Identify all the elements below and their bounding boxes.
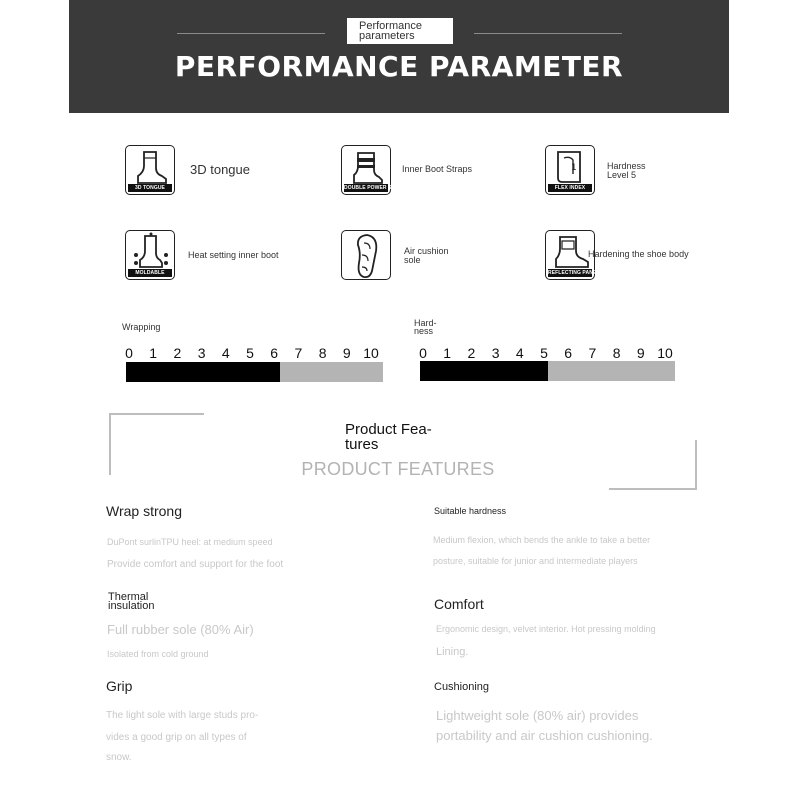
frame-corner-bottom-right-v [695, 440, 697, 490]
scale-tick: 9 [342, 345, 351, 361]
icon-caption: FLEX INDEX [548, 184, 592, 192]
feature-heading-grip: Grip [106, 678, 133, 694]
boot-icon [125, 145, 175, 195]
features-subtitle: PRODUCT FEATURES [301, 459, 495, 479]
icon-label-hardness-line2: Level 5 [607, 170, 637, 180]
features-title-line1: Product Fea- [345, 421, 432, 438]
scale-title-wrapping: Wrapping [122, 322, 161, 332]
frame-corner-top-left-v [109, 413, 111, 475]
scale-tick: 1 [443, 345, 452, 361]
feature-heading-cushioning: Cushioning [434, 681, 490, 693]
scale-tick: 6 [270, 345, 279, 361]
flex-index-icon [545, 145, 595, 195]
feature-heading-thermal [108, 593, 154, 611]
scale-tick: 2 [173, 345, 182, 361]
feature-text-wrap-2: Provide comfort and support for the foot [107, 559, 284, 570]
feature-heading-hardness: Suitable hardness [434, 506, 507, 516]
scale-tick: 0 [125, 345, 133, 361]
header-tag [347, 18, 453, 44]
scale-bar-hardness [420, 361, 675, 381]
icon-caption: MOLDABLE [128, 269, 172, 277]
scale-tick: 4 [515, 345, 524, 361]
feature-text-cushioning-1: Lightweight sole (80% air) provides [436, 708, 639, 723]
scale-tick: 10 [363, 345, 379, 361]
scale-tick: 7 [294, 345, 303, 361]
scale-tick: 6 [564, 345, 573, 361]
feature-text-thermal-2: Isolated from cold ground [107, 649, 209, 659]
scale-tick: 5 [540, 345, 548, 361]
header-tag-line1: Performance [359, 20, 422, 32]
scale-bar-fill-hardness [420, 361, 548, 381]
scale-tick: 8 [612, 345, 621, 361]
icon-label-hardness [607, 162, 646, 180]
icon-label-heat-setting: Heat setting inner boot [188, 250, 279, 260]
icon-label-air-cushion [404, 247, 449, 265]
scale-tick: 3 [491, 345, 500, 361]
scale-tick: 7 [588, 345, 597, 361]
header-divider-right [474, 33, 622, 34]
scale-tick: 1 [149, 345, 158, 361]
icon-label-hardness-line1: Hardness [607, 161, 646, 171]
icon-caption: REFLECTING PANEL [548, 270, 600, 276]
scale-tick: 0 [419, 345, 427, 361]
frame-corner-top-left-h [109, 413, 204, 415]
icon-label-air-cushion-line1: Air cushion [404, 246, 449, 256]
header-band [69, 0, 729, 113]
feature-text-comfort-2: Lining. [436, 646, 469, 658]
icon-label-air-cushion-line2: sole [404, 255, 421, 265]
feature-text-wrap-1: DuPont surlinTPU heel: at medium speed [107, 537, 273, 547]
feature-text-grip-3: snow. [106, 752, 132, 763]
scale-tick: 10 [657, 345, 673, 361]
icon-caption: 3D TONGUE [128, 184, 172, 192]
moldable-boot-icon [125, 230, 175, 280]
feature-text-hardness-2: posture, suitable for junior and intermediate players [433, 556, 638, 566]
strap-boot-icon [341, 145, 406, 195]
features-title [345, 422, 432, 452]
feature-text-comfort-1: Ergonomic design, velvet interior. Hot pressing molding [436, 624, 656, 634]
sole-icon [341, 230, 391, 280]
scale-bar-wrapping [126, 362, 383, 382]
feature-text-cushioning-2: portability and air cushion cushioning. [436, 728, 653, 743]
scale-tick: 9 [636, 345, 645, 361]
feature-heading-thermal-line1: Thermal [108, 591, 149, 603]
feature-text-grip-2: vides a good grip on all types of [106, 732, 247, 743]
scale-tick: 3 [197, 345, 206, 361]
scale-tick: 5 [246, 345, 254, 361]
frame-corner-bottom-right-h [609, 488, 697, 490]
scale-bar-fill-wrapping [126, 362, 280, 382]
scale-title-hardness [414, 319, 437, 335]
header-divider-left [177, 33, 325, 34]
scale-tick: 2 [467, 345, 476, 361]
icon-label-inner-boot-straps: Inner Boot Straps [402, 164, 473, 174]
scale-tick: 8 [318, 345, 327, 361]
icon-caption: DOUBLE POWER STRAP [344, 185, 406, 191]
scale-title-hardness-line2: ness [414, 326, 434, 336]
feature-heading-wrap: Wrap strong [106, 503, 182, 519]
icon-label-hardening-shell: Hardening the shoe body [588, 249, 689, 259]
feature-heading-thermal-line2: insulation [108, 600, 155, 612]
header-tag-line2: parameters [359, 30, 415, 42]
icon-label-3d-tongue: 3D tongue [190, 162, 250, 177]
feature-heading-comfort: Comfort [434, 596, 484, 612]
features-title-line2: tures [345, 436, 379, 453]
svg-text:1: 1 [571, 163, 577, 173]
feature-text-hardness-1: Medium flexion, which bends the ankle to take a better [433, 535, 651, 545]
page-title: PERFORMANCE PARAMETER [174, 50, 624, 83]
scale-tick: 4 [221, 345, 230, 361]
feature-text-grip-1: The light sole with large studs pro- [106, 710, 259, 721]
feature-text-thermal-1: Full rubber sole (80% Air) [107, 622, 254, 637]
scale-title-hardness-line1: Hard- [414, 318, 437, 328]
